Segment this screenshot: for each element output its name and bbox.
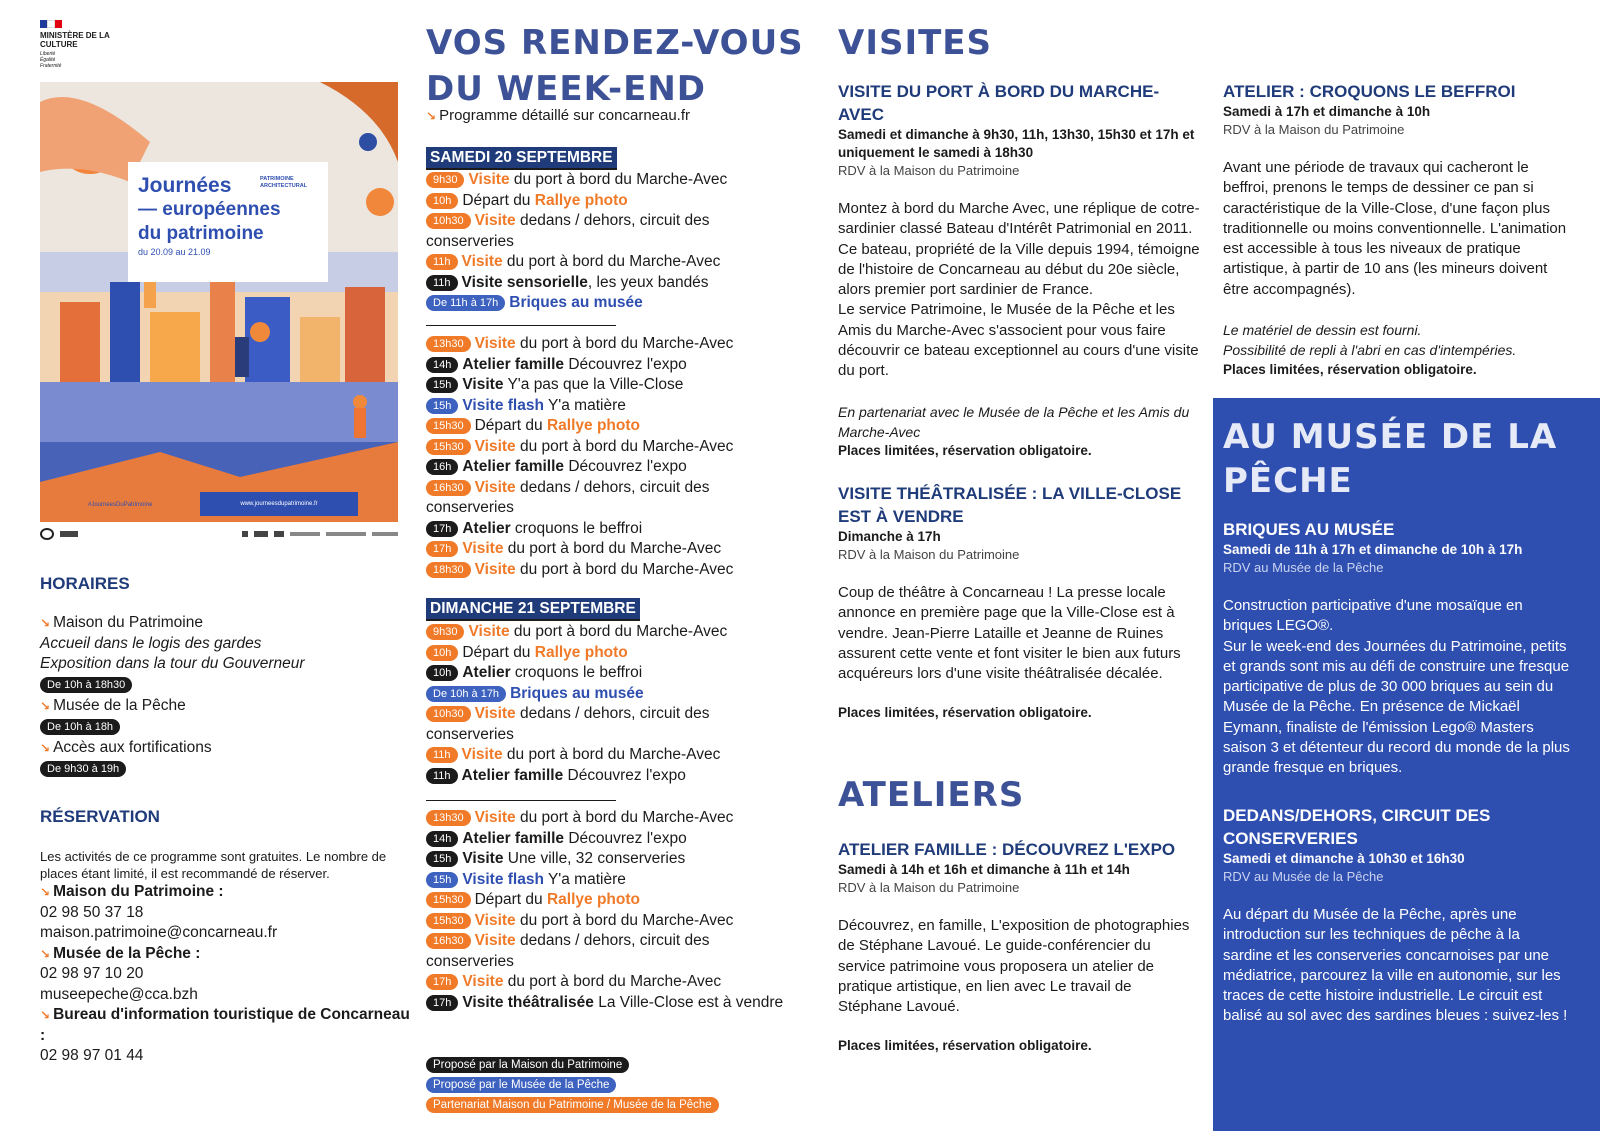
briques-p2: Sur le week-end des Journées du Patrimoine, petits et grands sont mis au défi de construire une fresque participative de plus de 30 000 briques au sein du Musée de la Pêche. En présence de Mickaël Eymann, finaliste de l'émission Lego® Masters saison 3 et détenteur du record du monde de la plus grande fresque en briques. — [1223, 637, 1570, 777]
schedule-detail: Une ville, 32 conserveries — [503, 850, 686, 867]
schedule-activity: Visite — [461, 746, 503, 763]
atelier-famille-schedule: Samedi à 14h et 16h et dimanche à 11h et 14h — [838, 862, 1130, 877]
schedule-activity: Visite — [462, 540, 504, 557]
schedule-activity: Briques au musée — [509, 294, 643, 311]
schedule-detail: La Ville-Close est à vendre — [593, 993, 784, 1011]
contact-bureau — [40, 1005, 410, 1067]
visite-theatre-p1: Coup de théâtre à Concarneau ! La presse locale annonce en première page que la Ville-Close est à vendre. Jean-Pierre Lataille et Jeanne de Ruines assurent cette vente et font visiter le bien aux futurs acquéreurs lors d'une visite théâtralisée décalée. — [838, 584, 1181, 683]
sunday-afternoon-list — [426, 808, 801, 1013]
time-badge: 11h — [426, 254, 458, 270]
time-badge: 11h — [426, 768, 458, 784]
schedule-item — [426, 191, 801, 212]
visite-port-rdv: RDV à la Maison du Patrimoine — [838, 163, 1020, 178]
schedule-detail: du port à bord du Marche-Avec — [515, 560, 734, 578]
time-badge: 14h — [426, 357, 458, 373]
schedule-detail: Découvrez l'expo — [563, 766, 686, 784]
schedule-item — [426, 273, 801, 294]
schedule-item — [426, 170, 801, 191]
schedule-detail: Découvrez l'expo — [564, 458, 687, 475]
schedule-activity: Visite — [462, 973, 504, 990]
visite-port-p1: Montez à bord du Marche Avec, une réplique de cotre-sardinier classé Bateau d'Intérêt Patrimonial en 2011. Ce bateau, propriété de la Ville depuis 1994, témoigne de l'histoire de Concarneau au début du 20e siècle, alors premier port sardinier de France. — [838, 200, 1200, 299]
atelier-famille — [838, 838, 1200, 1055]
atelier-famille-rdv: RDV à la Maison du Patrimoine — [838, 880, 1020, 895]
visite-port-p2: Le service Patrimoine, le Musée de la Pêche et les Amis du Marche-Avec s'associent pour vous faire découvrir ce bateau exceptionnel au cours d'une visite du port. — [838, 301, 1199, 380]
schedule-activity: Visite — [474, 705, 516, 722]
schedule-item — [426, 993, 801, 1014]
schedule-detail: dedans / dehors, circuit des conserveries — [426, 932, 710, 970]
poster-title-2: — européennes — [138, 199, 281, 220]
ateliers-title: ATELIERS — [838, 775, 1025, 815]
contact-name: Musée de la Pêche : — [53, 944, 201, 962]
schedule-item — [426, 334, 801, 355]
saturday-header: SAMEDI 20 SEPTEMBRE — [426, 147, 617, 170]
schedule-activity: Visite flash — [462, 870, 544, 888]
time-badge: 15h — [426, 377, 458, 393]
poster-dates: du 20.09 au 21.09 — [138, 247, 211, 257]
horaire-note: Exposition dans la tour du Gouverneur — [40, 655, 305, 672]
schedule-detail: du port à bord du Marche-Avec — [509, 623, 728, 640]
legend-item — [426, 1095, 801, 1115]
schedule-item — [426, 745, 801, 766]
schedule-item — [426, 766, 801, 787]
arrow-icon: ↘ — [40, 699, 51, 713]
visite-port-title: VISITE DU PORT À BORD DU MARCHE-AVEC — [838, 82, 1160, 124]
time-badge: 11h — [426, 275, 458, 291]
divider — [426, 800, 616, 801]
schedule-activity: Rallye photo — [534, 191, 628, 209]
schedule-item — [426, 849, 801, 870]
schedule-activity: Rallye photo — [546, 891, 640, 908]
horaires-list — [40, 613, 410, 779]
time-badge: 15h — [426, 851, 458, 867]
schedule-item — [426, 416, 801, 437]
atelier-beffroi-places: Places limitées, réservation obligatoire. — [1223, 361, 1477, 377]
dedans-title: DEDANS/DEHORS, CIRCUIT DES CONSERVERIES — [1223, 806, 1491, 848]
poster-tag: PATRIMOINE ARCHITECTURAL — [260, 176, 308, 189]
poster-hashtag: #JourneesDuPatrimoine — [88, 502, 153, 508]
schedule-detail: du port à bord du Marche-Avec — [503, 973, 722, 990]
schedule-detail: du port à bord du Marche-Avec — [515, 335, 734, 352]
time-badge: 16h30 — [426, 933, 471, 949]
schedule-activity: Atelier — [462, 519, 511, 537]
schedule-detail: du port à bord du Marche-Avec — [509, 171, 728, 188]
arrow-icon: ↘ — [40, 946, 51, 961]
contact-maison — [40, 882, 410, 944]
dedans-schedule: Samedi et dimanche à 10h30 et 16h30 — [1223, 851, 1465, 866]
ministry-name: MINISTÈRE DE LA CULTURE — [40, 31, 110, 49]
schedule-item — [426, 808, 801, 829]
horaire-fortifications — [40, 738, 410, 779]
schedule-item — [426, 539, 801, 560]
schedule-detail: du port à bord du Marche-Avec — [503, 540, 722, 557]
schedule-detail: Découvrez l'expo — [564, 829, 687, 847]
time-badge: 11h — [426, 747, 458, 763]
atelier-beffroi-i1: Le matériel de dessin est fourni. — [1223, 322, 1422, 339]
schedule-activity: Rallye photo — [546, 417, 640, 434]
schedule-detail: dedans / dehors, circuit des conserveries — [426, 705, 710, 743]
schedule-item — [426, 622, 801, 643]
reservation-title: RÉSERVATION — [40, 807, 160, 826]
poster-image — [40, 82, 398, 522]
time-badge: 10h — [426, 645, 458, 661]
schedule-detail: , les yeux bandés — [587, 273, 709, 291]
schedule-activity: Atelier famille — [462, 458, 565, 475]
visite-port-schedule: Samedi et dimanche à 9h30, 11h, 13h30, 15h30 et 17h et uniquement le samedi à 18h30 — [838, 127, 1195, 160]
horaire-place: Musée de la Pêche — [53, 697, 186, 714]
time-badge: 16h30 — [426, 480, 471, 496]
time-badge: 14h — [426, 831, 458, 847]
programme-link[interactable]: Programme détaillé sur concarneau.fr — [439, 107, 691, 124]
dedans-p1: Au départ du Musée de la Pêche, après une introduction sur les techniques de pêche à la sardine et les conserveries concarnoises par une médiatrice, parcourez la ville en autonomie, sur les traces de cette histoire industrielle. Le circuit est balisé au sol avec des sardines bleues : suivez-les ! — [1223, 906, 1568, 1025]
sunday-header: DIMANCHE 21 SEPTEMBRE — [426, 598, 640, 621]
atelier-beffroi-i2: Possibilité de repli à l'abri en cas d'intempéries. — [1223, 342, 1517, 359]
schedule-item — [426, 478, 801, 519]
schedule-item — [426, 457, 801, 478]
schedule-item — [426, 972, 801, 993]
time-badge: 13h30 — [426, 336, 471, 352]
schedule-activity: Visite — [468, 623, 510, 640]
schedule-activity: Visite — [474, 911, 516, 929]
legend-badge: Proposé par la Maison du Patrimoine — [426, 1057, 629, 1073]
schedule-item — [426, 293, 801, 314]
time-badge: 10h30 — [426, 213, 471, 229]
atelier-famille-places: Places limitées, réservation obligatoire. — [838, 1038, 1092, 1054]
schedule-prefix: Départ du — [462, 643, 535, 661]
schedule-prefix: Départ du — [474, 891, 547, 908]
horaire-place: Accès aux fortifications — [53, 739, 212, 756]
time-badge: 10h — [426, 665, 458, 681]
briques-musee — [1223, 518, 1571, 779]
schedule-detail: du port à bord du Marche-Avec — [515, 809, 734, 826]
contact-email[interactable]: maison.patrimoine@concarneau.fr — [40, 924, 278, 941]
atelier-beffroi-title: ATELIER : CROQUONS LE BEFFROI — [1223, 82, 1516, 101]
schedule-activity: Rallye photo — [534, 643, 628, 661]
visite-theatre-places: Places limitées, réservation obligatoire. — [838, 705, 1092, 721]
contact-musee — [40, 944, 410, 1006]
schedule-item — [426, 437, 801, 458]
time-badge: De 11h à 17h — [426, 295, 505, 311]
schedule-activity: Atelier famille — [461, 766, 564, 784]
sponsor-logos — [40, 527, 398, 541]
hours-badge: De 9h30 à 19h — [40, 761, 126, 777]
legend — [426, 1055, 801, 1115]
schedule-detail: du port à bord du Marche-Avec — [515, 437, 734, 455]
hours-badge: De 10h à 18h30 — [40, 677, 132, 693]
dedans-rdv: RDV au Musée de la Pêche — [1223, 869, 1384, 884]
schedule-prefix: Départ du — [474, 417, 547, 434]
schedule-activity: Visite — [461, 253, 503, 270]
briques-title: BRIQUES AU MUSÉE — [1223, 520, 1395, 539]
briques-schedule: Samedi de 11h à 17h et dimanche de 10h à 17h — [1223, 542, 1523, 557]
schedule-item — [426, 911, 801, 932]
visite-port-places: Places limitées, réservation obligatoire. — [838, 443, 1092, 459]
arrow-icon: ↘ — [40, 1008, 51, 1022]
schedule-item — [426, 704, 801, 745]
schedule-item — [426, 829, 801, 850]
schedule-activity: Atelier famille — [462, 829, 565, 847]
ministry-logo — [40, 20, 130, 69]
arrow-icon: ↘ — [40, 885, 51, 899]
schedule-item — [426, 560, 801, 581]
schedule-activity: Briques au musée — [510, 684, 644, 702]
visite-theatre-rdv: RDV à la Maison du Patrimoine — [838, 547, 1020, 562]
schedule-activity: Visite — [474, 560, 516, 578]
horaire-maison — [40, 613, 410, 695]
time-badge: 15h30 — [426, 439, 471, 455]
atelier-beffroi-rdv: RDV à la Maison du Patrimoine — [1223, 122, 1405, 137]
schedule-detail: du port à bord du Marche-Avec — [502, 253, 721, 270]
programme-line — [426, 107, 690, 124]
atelier-famille-p1: Découvrez, en famille, L'exposition de photographies de Stéphane Lavoué. Le guide-conférencier du service patrimoine vous proposera un atelier de pratique artistique, en lien avec Le travail de Stéphane Lavoué. — [838, 917, 1190, 1016]
schedule-item — [426, 355, 801, 376]
poster-title-1: Journées — [138, 174, 232, 197]
contact-email[interactable]: museepeche@cca.bzh — [40, 985, 198, 1003]
legend-item — [426, 1075, 801, 1095]
schedule-detail: du port à bord du Marche-Avec — [515, 911, 734, 929]
atelier-beffroi-schedule: Samedi à 17h et dimanche à 10h — [1223, 104, 1431, 119]
time-badge: 16h — [426, 459, 458, 475]
schedule-title-1: VOS RENDEZ-VOUS — [426, 23, 804, 63]
visite-theatre-title: VISITE THÉÂTRALISÉE : LA VILLE-CLOSE EST À VENDRE — [838, 484, 1182, 526]
time-badge: 10h — [426, 193, 458, 209]
contact-name: Maison du Patrimoine : — [53, 883, 224, 900]
poster-url-bar: www.journeesdupatrimoine.fr — [200, 492, 358, 516]
schedule-detail: dedans / dehors, circuit des conserveries — [426, 212, 710, 250]
schedule-activity: Visite — [474, 478, 516, 496]
schedule-item — [426, 663, 801, 684]
atelier-beffroi — [1223, 80, 1568, 379]
schedule-activity: Visite flash — [462, 396, 544, 414]
schedule-activity: Visite — [474, 335, 516, 352]
legend-badge: Proposé par le Musée de la Pêche — [426, 1077, 616, 1093]
time-badge: De 10h à 17h — [426, 686, 506, 702]
visite-port — [838, 80, 1200, 460]
schedule-detail: croquons le beffroi — [510, 664, 643, 681]
schedule-activity: Visite — [474, 212, 516, 229]
schedule-prefix: Départ du — [462, 191, 535, 209]
time-badge: 9h30 — [426, 172, 464, 188]
schedule-activity: Visite sensorielle — [461, 273, 588, 291]
schedule-detail: Y'a pas que la Ville-Close — [503, 376, 684, 393]
hours-badge: De 10h à 18h — [40, 719, 120, 735]
schedule-item — [426, 375, 801, 396]
schedule-detail: du port à bord du Marche-Avec — [502, 746, 721, 763]
contact-name: Bureau d'information touristique de Concarneau : — [40, 1006, 410, 1044]
schedule-activity: Visite — [462, 376, 504, 393]
legend-item — [426, 1055, 801, 1075]
schedule-detail: dedans / dehors, circuit des conserveries — [426, 478, 710, 516]
schedule-detail: croquons le beffroi — [510, 519, 643, 537]
schedule-activity: Atelier famille — [462, 355, 565, 373]
time-badge: 15h30 — [426, 913, 471, 929]
horaire-note: Accueil dans le logis des gardes — [40, 634, 262, 652]
time-badge: 15h30 — [426, 892, 471, 908]
dedans-dehors — [1223, 804, 1571, 1027]
visite-theatre-schedule: Dimanche à 17h — [838, 529, 941, 544]
schedule-activity: Visite — [474, 932, 516, 949]
time-badge: 13h30 — [426, 810, 471, 826]
schedule-item — [426, 396, 801, 417]
contact-phone[interactable]: 02 98 97 10 20 — [40, 965, 144, 982]
schedule-detail: Y'a matière — [543, 870, 626, 888]
musee-title-1: AU MUSÉE DE LA — [1223, 417, 1558, 457]
time-badge: 15h — [426, 398, 458, 414]
schedule-item — [426, 252, 801, 273]
schedule-item — [426, 519, 801, 540]
horaires-title: HORAIRES — [40, 574, 130, 593]
saturday-morning-list — [426, 170, 801, 314]
time-badge: 17h — [426, 541, 458, 557]
schedule-detail: Y'a matière — [543, 396, 626, 414]
schedule-activity: Visite théâtralisée — [462, 993, 594, 1011]
briques-p1: Construction participative d'une mosaïque en briques LEGO®. — [1223, 597, 1523, 635]
arrow-icon: ↘ — [40, 741, 51, 755]
reservation-intro: Les activités de ce programme sont gratuites. Le nombre de places étant limité, il est recommandé de réserver. — [40, 849, 387, 881]
atelier-beffroi-p1: Avant une période de travaux qui cacheront le beffroi, prenons le temps de dessiner ce pan si caractéristique de la Ville-Close, d'une façon plus traditionnelle ou moins conventionnelle. L'animation est accessible à tous les niveaux de pratique artistique, à partir de 10 ans (les mineurs doivent être accompagnés). — [1223, 159, 1567, 298]
contact-phone[interactable]: 02 98 97 01 44 — [40, 1047, 144, 1064]
saturday-afternoon-list — [426, 334, 801, 580]
time-badge: 9h30 — [426, 624, 464, 640]
schedule-activity: Visite — [462, 850, 504, 867]
time-badge: 15h — [426, 872, 458, 888]
schedule-detail: Découvrez l'expo — [564, 355, 687, 373]
schedule-activity: Visite — [474, 809, 516, 826]
schedule-item — [426, 684, 801, 705]
time-badge: 18h30 — [426, 562, 471, 578]
musee-panel — [1213, 398, 1600, 1131]
time-badge: 17h — [426, 995, 458, 1011]
horaire-musee — [40, 696, 410, 737]
ministry-motto: Liberté Égalité Fraternité — [40, 51, 62, 69]
musee-title-2: PÊCHE — [1223, 461, 1353, 501]
visite-port-partner: En partenariat avec le Musée de la Pêche et les Amis du Marche-Avec — [838, 403, 1190, 440]
time-badge: 17h — [426, 521, 458, 537]
flag-icon — [40, 20, 62, 28]
schedule-title-2: DU WEEK-END — [426, 69, 707, 109]
time-badge: 15h30 — [426, 418, 471, 434]
time-badge: 10h30 — [426, 706, 471, 722]
schedule-activity: Visite — [468, 171, 510, 188]
visites-title: VISITES — [838, 23, 993, 63]
schedule-item — [426, 890, 801, 911]
sunday-morning-list — [426, 622, 801, 786]
schedule-item — [426, 643, 801, 664]
schedule-activity: Atelier — [462, 664, 511, 681]
time-badge: 17h — [426, 974, 458, 990]
poster-card — [128, 162, 328, 282]
briques-rdv: RDV au Musée de la Pêche — [1223, 560, 1384, 575]
contacts — [40, 882, 410, 1067]
schedule-item — [426, 211, 801, 252]
schedule-item — [426, 931, 801, 972]
divider — [426, 325, 616, 326]
horaire-place: Maison du Patrimoine — [53, 614, 203, 631]
arrow-icon: ↘ — [40, 616, 51, 630]
legend-badge: Partenariat Maison du Patrimoine / Musée de la Pêche — [426, 1097, 719, 1113]
column-ateliers-musee — [1213, 0, 1600, 1131]
contact-phone[interactable]: 02 98 50 37 18 — [40, 903, 144, 921]
schedule-item — [426, 870, 801, 891]
arrow-icon: ↘ — [426, 109, 437, 123]
poster-title-3: du patrimoine — [138, 223, 264, 244]
poster-illustration — [40, 82, 398, 522]
atelier-famille-title: ATELIER FAMILLE : DÉCOUVREZ L'EXPO — [838, 840, 1176, 859]
schedule-activity: Visite — [474, 437, 516, 455]
visite-theatre — [838, 482, 1190, 722]
